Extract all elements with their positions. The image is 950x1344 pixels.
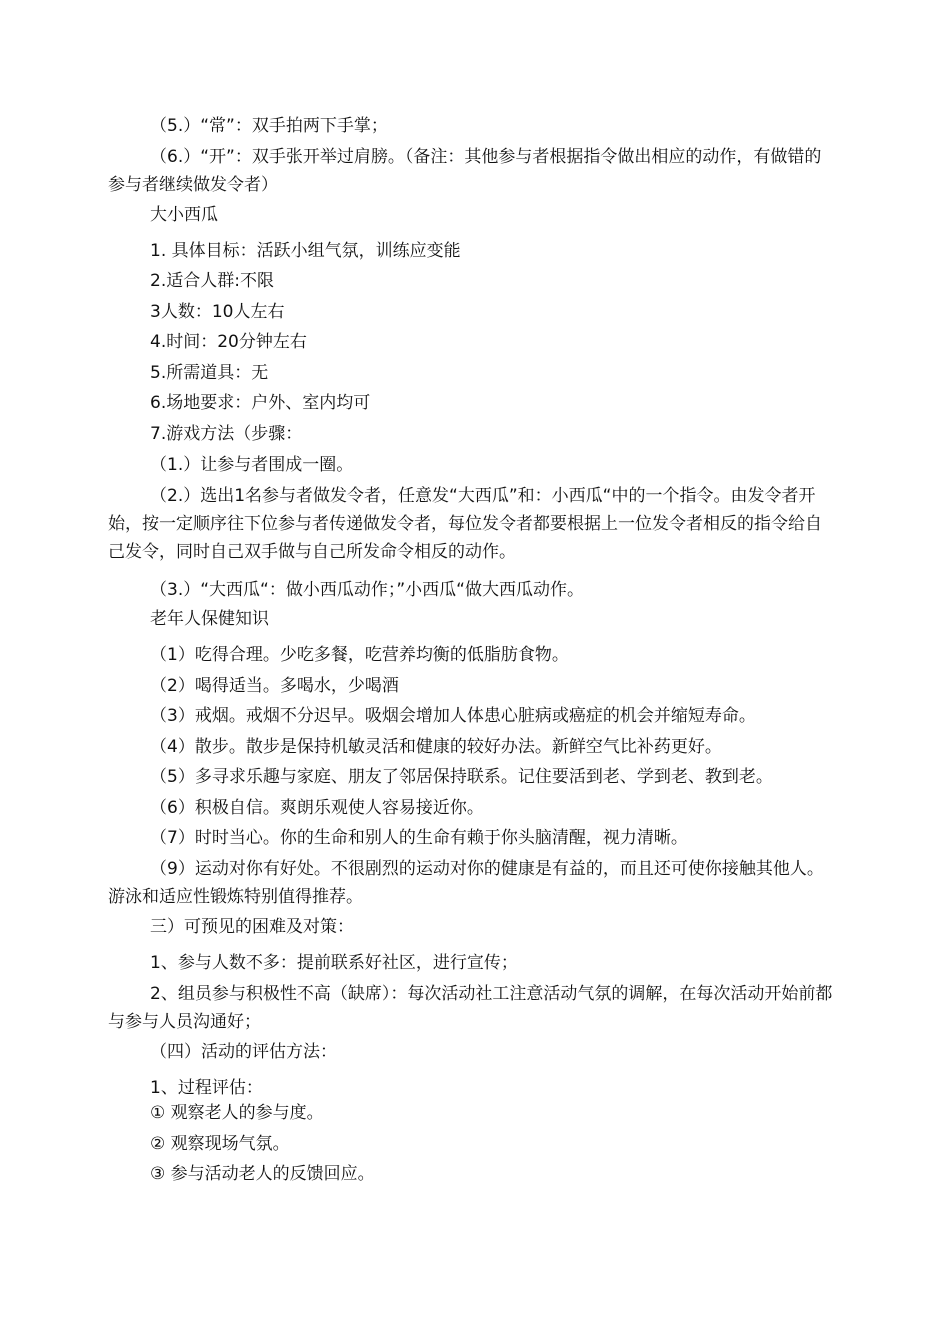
- health-item-3: （3）戒烟。戒烟不分迟早。吸烟会增加人体患心脏病或癌症的机会并缩短寿命。: [150, 706, 756, 726]
- difficulty-2: 2、组员参与积极性不高（缺席）：每次活动社工注意活动气氛的调解，在每次活动开始前都与参与人员沟通好；: [108, 984, 833, 1032]
- section-title-evaluation: （四）活动的评估方法：: [150, 1042, 337, 1062]
- evaluation-item-3: ③ 参与活动老人的反馈回应。: [150, 1164, 375, 1184]
- method-line: 7.游戏方法（步骤：: [150, 424, 303, 444]
- section-title-difficulties: 三）可预见的困难及对策：: [150, 917, 354, 937]
- step-1-line: （1.）让参与者围成一圈。: [150, 455, 354, 475]
- paragraph-item-6: （6.）“开”：双手张开举过肩膀。（备注：其他参与者根据指令做出相应的动作，有做错的参与者继续做发令者）: [108, 147, 822, 195]
- evaluation-process: 1、过程评估：: [150, 1078, 263, 1098]
- venue-line: 6.场地要求：户外、室内均可: [150, 393, 371, 413]
- health-item-4: （4）散步。散步是保持机敏灵活和健康的较好办法。新鲜空气比补药更好。: [150, 737, 722, 757]
- evaluation-item-1: ① 观察老人的参与度。: [150, 1103, 324, 1123]
- participants-line: 3人数：10人左右: [150, 302, 285, 322]
- health-item-7: （7）时时当心。你的生命和别人的生命有赖于你头脑清醒，视力清晰。: [150, 828, 688, 848]
- health-item-9: （9）运动对你有好处。不很剧烈的运动对你的健康是有益的，而且还可使你接触其他人。游泳和适应性锻炼特别值得推荐。: [108, 859, 824, 907]
- section-title-health: 老年人保健知识: [150, 609, 269, 629]
- health-item-5: （5）多寻求乐趣与家庭、朋友了邻居保持联系。记住要活到老、学到老、教到老。: [150, 767, 773, 787]
- health-item-1: （1）吃得合理。少吃多餐，吃营养均衡的低脂肪食物。: [150, 645, 569, 665]
- evaluation-item-2: ② 观察现场气氛。: [150, 1134, 290, 1154]
- step-3-line: （3.）“大西瓜“：做小西瓜动作；”小西瓜“做大西瓜动作。: [150, 580, 584, 600]
- step-2-paragraph: （2.）选出1名参与者做发令者，任意发“大西瓜”和：小西瓜“中的一个指令。由发令者开始，按一定顺序往下位参与者传递做发令者，每位发令者都要根据上一位发令者相反的指令给自己发令，同时自己双手做与自己所发命令相反的动作。: [108, 486, 822, 562]
- health-item-6: （6）积极自信。爽朗乐观使人容易接近你。: [150, 798, 484, 818]
- goal-line: 1. 具体目标：活跃小组气氛，训练应变能: [150, 241, 461, 261]
- health-item-2: （2）喝得适当。多喝水，少喝酒: [150, 676, 399, 696]
- target-group-line: 2.适合人群:不限: [150, 271, 274, 291]
- difficulty-1: 1、参与人数不多：提前联系好社区，进行宣传；: [150, 953, 518, 973]
- time-line: 4.时间：20分钟左右: [150, 332, 307, 352]
- paragraph-item-5: （5.）“常”：双手拍两下手掌；: [150, 116, 388, 136]
- props-line: 5.所需道具：无: [150, 363, 269, 383]
- section-title-watermelon: 大小西瓜: [150, 205, 218, 225]
